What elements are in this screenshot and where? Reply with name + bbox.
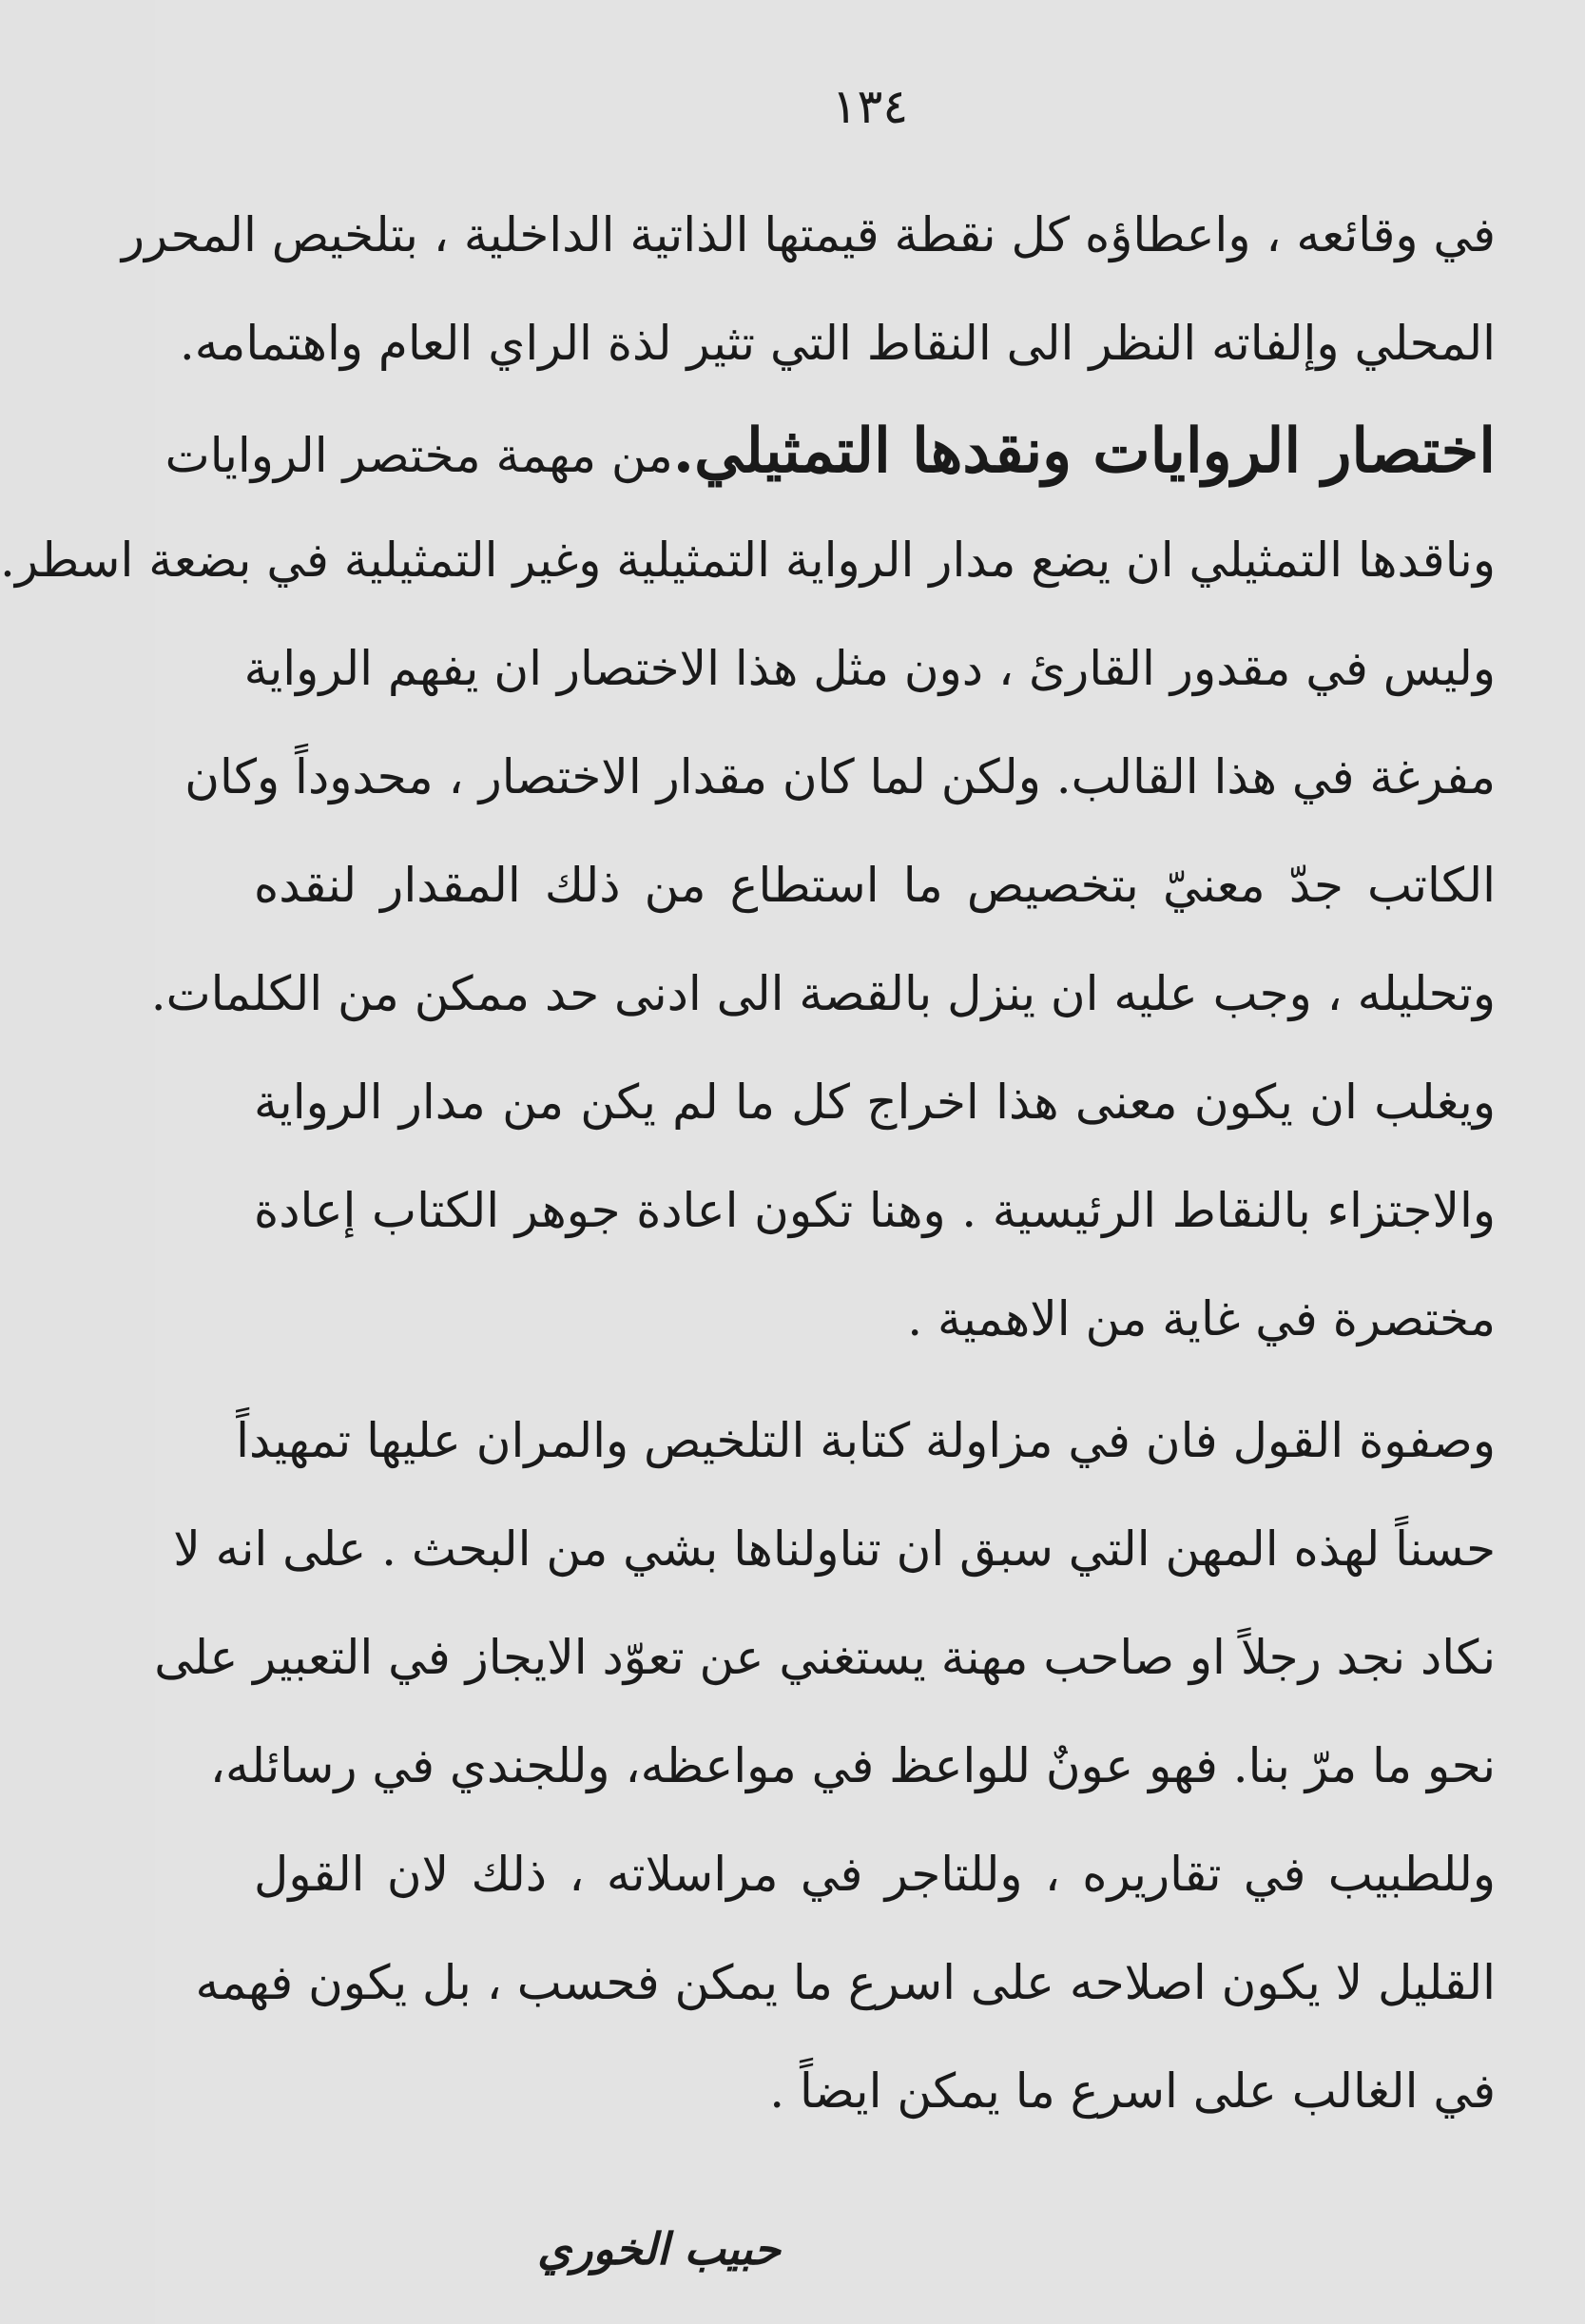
paragraph-line: حسناً لهذه المهن التي سبق ان تناولناها بشي من البحث . على انه لا — [173, 1521, 1496, 1577]
paragraph-line: نكاد نجد رجلاً او صاحب مهنة يستغني عن تعوّد الايجاز في التعبير على — [154, 1630, 1496, 1685]
paragraph-gap — [254, 1373, 1496, 1386]
author-signature: حبيب الخوري — [537, 2223, 781, 2275]
paragraph-line: نحو ما مرّ بنا. فهو عونٌ للواعظ في مواعظه، وللجندي في رسائله، — [209, 1738, 1496, 1793]
body-text — [0, 181, 1496, 2145]
paragraph-line: ويغلب ان يكون معنى هذا اخراج كل ما لم يكن من مدار الرواية — [254, 1075, 1496, 1130]
paragraph-line: في الغالب على اسرع ما يمكن ايضاً . — [769, 2063, 1496, 2119]
section-heading: اختصار الروايات ونقدها التمثيلي. — [672, 416, 1496, 487]
paragraph-line: وتحليله ، وجب عليه ان ينزل بالقصة الى ادنى حد ممكن من الكلمات. — [150, 966, 1496, 1021]
section-heading-tail: من مهمة مختصر الروايات — [164, 428, 673, 483]
paragraph-line: وليس في مقدور القارئ ، دون مثل هذا الاختصار ان يفهم الرواية — [243, 641, 1496, 696]
page-number: ١٣٤ — [831, 79, 909, 134]
paragraph-line: وصفوة القول فان في مزاولة كتابة التلخيص والمران عليها تمهيداً — [236, 1413, 1496, 1468]
paragraph-line: المحلي وإلفاته النظر الى النقاط التي تثير لذة الراي العام واهتمامه. — [179, 316, 1496, 371]
paragraph-line: والاجتزاء بالنقاط الرئيسية . وهنا تكون اعادة جوهر الكتاب إعادة — [254, 1183, 1496, 1238]
paragraph-line: القليل لا يكون اصلاحه على اسرع ما يمكن فحسب ، بل يكون فهمه — [195, 1955, 1496, 2010]
paragraph-line: وناقدها التمثيلي ان يضع مدار الرواية التمثيلية وغير التمثيلية في بضعة اسطر. — [0, 533, 1496, 588]
paragraph-line: مفرغة في هذا القالب. ولكن لما كان مقدار الاختصار ، محدوداً وكان — [184, 749, 1496, 804]
section-heading-line — [164, 397, 1496, 506]
paragraph-line: وللطبيب في تقاريره ، وللتاجر في مراسلاته ، ذلك لان القول — [254, 1847, 1496, 1902]
paragraph-line: مختصرة في غاية من الاهمية . — [907, 1291, 1496, 1346]
paragraph-line: في وقائعه ، واعطاؤه كل نقطة قيمتها الذاتية الداخلية ، بتلخيص المحرر — [121, 207, 1496, 262]
paragraph-line: الكاتب جدّ معنيّ بتخصيص ما استطاع من ذلك المقدار لنقده — [254, 858, 1496, 913]
